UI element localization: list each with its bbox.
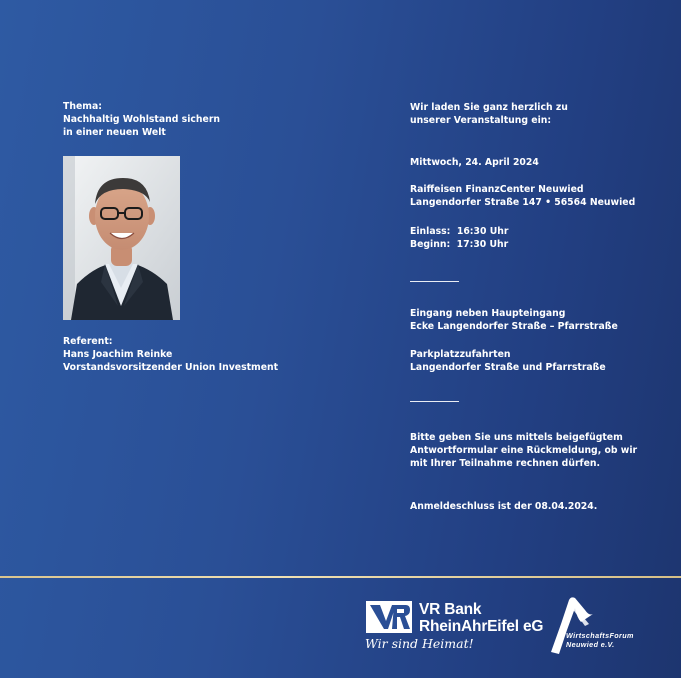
invitation-intro	[410, 101, 568, 127]
speaker-portrait-illustration	[63, 156, 180, 320]
vr-bank-name-line1: VR Bank	[419, 601, 482, 618]
theme-label: Thema:	[63, 101, 102, 112]
rsvp-line1: Bitte geben Sie uns mittels beigefügtem	[410, 432, 623, 443]
beginn-time: Beginn: 17:30 Uhr	[410, 239, 509, 250]
parking-detail: Langendorfer Straße und Pfarrstraße	[410, 362, 606, 373]
referent-block	[63, 335, 278, 374]
venue-name: Raiffeisen FinanzCenter Neuwied	[410, 184, 584, 195]
venue-address: Langendorfer Straße 147 • 56564 Neuwied	[410, 197, 636, 208]
wirtschaftsforum-line1: WirtschaftsForum	[566, 631, 634, 640]
wirtschaftsforum-line2: Neuwied e.V.	[566, 639, 615, 649]
referent-label: Referent:	[63, 336, 113, 347]
invite-line2: unserer Veranstaltung ein:	[410, 115, 552, 126]
rsvp-line2: Antwortformular eine Rückmeldung, ob wir	[410, 445, 638, 456]
parking-block	[410, 348, 606, 374]
rsvp-line3: mit Ihrer Teilnahme rechnen dürfen.	[410, 458, 601, 469]
invite-line1: Wir laden Sie ganz herzlich zu	[410, 102, 568, 113]
divider-1	[410, 281, 459, 282]
rsvp-block	[410, 431, 637, 470]
venue-block	[410, 183, 635, 209]
theme-title-line1: Nachhaltig Wohlstand sichern	[63, 114, 221, 125]
divider-2	[410, 401, 459, 402]
vr-bank-logo-icon	[366, 601, 412, 633]
referent-title: Vorstandsvorsitzender Union Investment	[63, 362, 279, 373]
vr-bank-slogan: Wir sind Heimat!	[365, 636, 474, 651]
parking-title: Parkplatzzufahrten	[410, 349, 511, 360]
vr-bank-name	[419, 601, 543, 635]
registration-deadline: Anmeldeschluss ist der 08.04.2024.	[410, 501, 598, 512]
vr-bank-name-line2: RheinAhrEifel eG	[419, 618, 544, 635]
entrance-detail: Ecke Langendorfer Straße – Pfarrstraße	[410, 321, 618, 332]
theme-block	[63, 100, 220, 139]
wirtschaftsforum-name	[566, 632, 634, 649]
event-date: Mittwoch, 24. April 2024	[410, 157, 539, 168]
gold-divider	[0, 576, 681, 578]
speaker-photo	[63, 156, 180, 320]
entrance-block	[410, 307, 618, 333]
entrance-title: Eingang neben Haupteingang	[410, 308, 566, 319]
times-block	[410, 225, 508, 251]
referent-name: Hans Joachim Reinke	[63, 349, 173, 360]
theme-title-line2: in einer neuen Welt	[63, 127, 166, 138]
einlass-time: Einlass: 16:30 Uhr	[410, 226, 509, 237]
